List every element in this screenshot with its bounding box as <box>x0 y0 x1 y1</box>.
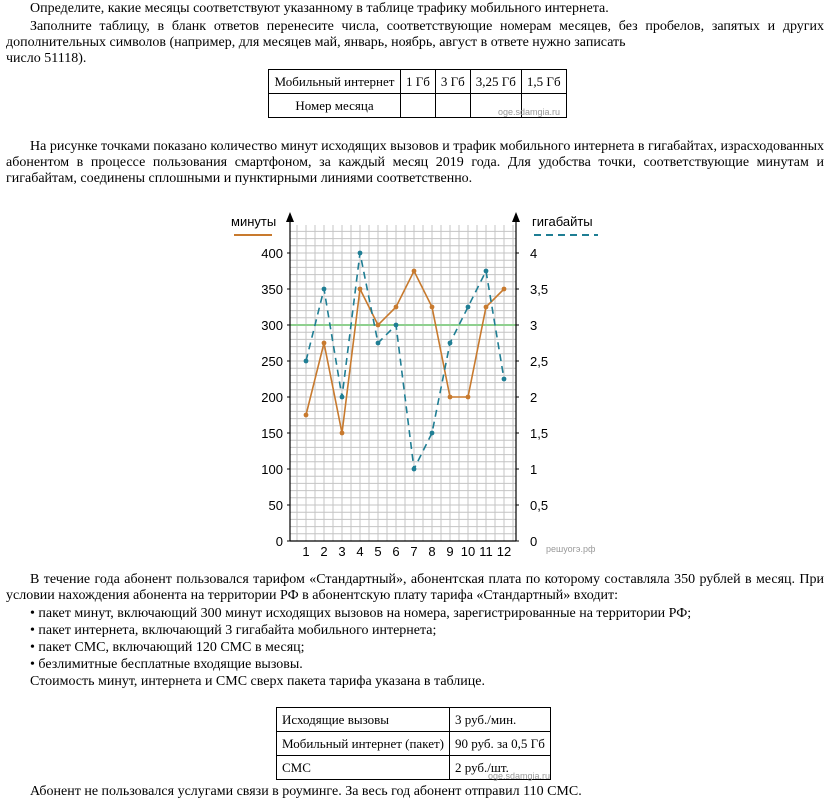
task-line-1: Определите, какие месяцы соответствуют указанному в таблице трафику мобильного интернета. <box>30 1 609 16</box>
left-axis-tick-label: 150 <box>261 426 283 441</box>
right-axis-tick-label: 3,5 <box>530 282 549 297</box>
x-axis-tick-label: 3 <box>338 544 346 559</box>
answer-table-value: 3 Гб <box>435 70 470 94</box>
x-axis-tick-label: 10 <box>460 544 476 559</box>
minutes-point <box>340 431 345 436</box>
x-axis-tick-label: 7 <box>410 544 418 559</box>
gigabytes-point <box>502 377 507 382</box>
task-line-2: Заполните таблицу, в бланк ответов перенесите числа, соответствующие номерам месяцев, без пробелов, запятых и других дополнительных символов (например, для месяцев май, январь, ноябрь, август в ответе нужно записать <box>6 19 824 50</box>
tariff-bullet-internet: • пакет интернета, включающий 3 гигабайта мобильного интернета; <box>30 623 437 638</box>
answer-table-watermark: oge.sdamgia.ru <box>498 107 561 117</box>
chart-watermark: решуогэ.рф <box>546 544 596 554</box>
price-table-watermark: oge.sdamgia.ru <box>488 771 551 781</box>
answer-table-header-month: Номер месяца <box>269 94 401 118</box>
left-axis-tick-label: 400 <box>261 246 283 261</box>
cost-note: Стоимость минут, интернета и СМС сверх пакета тарифа указана в таблице. <box>30 674 485 689</box>
x-axis-tick-label: 9 <box>446 544 454 559</box>
x-axis-tick-label: 2 <box>320 544 328 559</box>
right-axis-tick-label: 2 <box>530 390 538 405</box>
minutes-point <box>358 287 363 292</box>
right-axis-label: гигабайты <box>532 214 593 229</box>
gigabytes-point <box>322 287 327 292</box>
left-axis-label: минуты <box>231 214 277 229</box>
price-row-name: СМС <box>277 756 450 780</box>
minutes-point <box>502 287 507 292</box>
x-axis-tick-label: 4 <box>356 544 364 559</box>
x-axis-tick-label: 1 <box>302 544 310 559</box>
right-axis-tick-label: 1,5 <box>530 426 549 441</box>
minutes-point <box>322 341 327 346</box>
gigabytes-point <box>412 467 417 472</box>
left-axis-tick-label: 300 <box>261 318 283 333</box>
chart-intro: На рисунке точками показано количество минут исходящих вызовов и трафик мобильного интернета в гигабайтах, израсходованных абонентом в процессе пользования смартфоном, за каждый месяц 2019 года. Для удобства точки, соответствующие минутам и гигабайтам, соединены сплошными и пунктирными линиями соответственно. <box>6 139 824 186</box>
price-row-name: Исходящие вызовы <box>277 708 450 732</box>
right-axis-tick-label: 0,5 <box>530 498 549 513</box>
answer-cell-1[interactable] <box>401 94 436 118</box>
gigabytes-point <box>340 395 345 400</box>
price-row-value: 3 руб./мин. <box>450 708 551 732</box>
x-axis-tick-label: 5 <box>374 544 382 559</box>
minutes-point <box>430 305 435 310</box>
minutes-gigabytes-chart <box>226 208 606 560</box>
tariff-bullet-sms: • пакет СМС, включающий 120 СМС в месяц; <box>30 640 305 655</box>
gigabytes-point <box>430 431 435 436</box>
left-axis-tick-label: 200 <box>261 390 283 405</box>
gigabytes-point <box>376 341 381 346</box>
left-axis-tick-label: 0 <box>275 534 283 549</box>
minutes-point <box>376 323 381 328</box>
left-axis-tick-label: 100 <box>261 462 283 477</box>
final-line: Абонент не пользовался услугами связи в роуминге. За весь год абонент отправил 110 СМС. <box>30 784 582 799</box>
minutes-point <box>448 395 453 400</box>
left-axis-tick-label: 50 <box>268 498 283 513</box>
gigabytes-point <box>394 323 399 328</box>
right-axis-tick-label: 1 <box>530 462 538 477</box>
minutes-point <box>484 305 489 310</box>
x-axis-tick-label: 6 <box>392 544 400 559</box>
gigabytes-point <box>466 305 471 310</box>
answer-table-header-internet: Мобильный интернет <box>269 70 401 94</box>
right-axis-tick-label: 4 <box>530 246 538 261</box>
answer-table-value: 3,25 Гб <box>470 70 521 94</box>
tariff-bullet-minutes: • пакет минут, включающий 300 минут исходящих вызовов на номера, зарегистрированные на территории РФ; <box>30 606 692 621</box>
answer-cell-2[interactable] <box>435 94 470 118</box>
price-table <box>276 707 551 780</box>
gigabytes-point <box>358 251 363 256</box>
gigabytes-point <box>448 341 453 346</box>
minutes-point <box>466 395 471 400</box>
right-axis-tick-label: 2,5 <box>530 354 549 369</box>
left-axis-tick-label: 350 <box>261 282 283 297</box>
x-axis-tick-label: 11 <box>479 544 493 559</box>
minutes-point <box>304 413 309 418</box>
right-axis-tick-label: 3 <box>530 318 538 333</box>
left-axis-arrow <box>286 212 294 222</box>
x-axis-tick-label: 12 <box>496 544 512 559</box>
task-line-3: число 51118). <box>6 51 87 66</box>
price-row-name: Мобильный интернет (пакет) <box>277 732 450 756</box>
tariff-description: В течение года абонент пользовался тарифом «Стандартный», абонентская плата по которому составляла 350 рублей в месяц. При условии нахождения абонента на территории РФ в абонентскую плату тарифа «Стандартный» входит: <box>6 572 824 603</box>
right-axis-arrow <box>512 212 520 222</box>
x-axis-tick-label: 8 <box>428 544 436 559</box>
right-axis-tick-label: 0 <box>530 534 538 549</box>
price-row-value: 2 руб./шт. <box>450 756 551 780</box>
minutes-point <box>394 305 399 310</box>
minutes-point <box>412 269 417 274</box>
gigabytes-point <box>304 359 309 364</box>
price-row-value: 90 руб. за 0,5 Гб <box>450 732 551 756</box>
answer-table-value: 1 Гб <box>401 70 436 94</box>
answer-table-value: 1,5 Гб <box>521 70 566 94</box>
left-axis-tick-label: 250 <box>261 354 283 369</box>
gigabytes-point <box>484 269 489 274</box>
tariff-bullet-incoming: • безлимитные бесплатные входящие вызовы. <box>30 657 303 672</box>
